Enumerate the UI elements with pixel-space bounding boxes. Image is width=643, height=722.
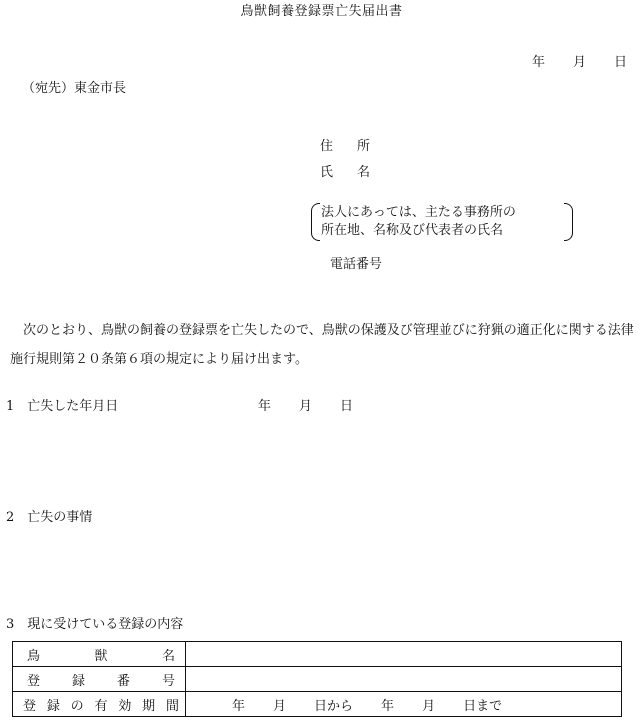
loss-date: 年 月 日 (258, 399, 354, 414)
species-value[interactable] (186, 642, 622, 667)
validity-period-label: 登 録 の 有 効 期 間 (13, 692, 186, 717)
corporate-note-line2: 所在地、名称及び代表者の氏名 (321, 223, 504, 238)
table-row (13, 642, 622, 667)
submission-date (532, 55, 627, 71)
day-label: 日 (613, 55, 627, 70)
left-bracket (311, 203, 320, 241)
registration-number-label: 登 録 番 号 (13, 667, 186, 692)
year-label: 年 (531, 55, 545, 70)
phone-label: 電話番号 (330, 257, 383, 272)
registration-table (12, 641, 622, 717)
body-text: 次のとおり、鳥獣の飼養の登録票を亡失したので、鳥獣の保護及び管理並びに狩猟の適正化に関する法律施行規則第２０条第６項の規定により届け出ます。 (10, 323, 634, 367)
table-row (13, 692, 622, 717)
section-3-label: 3 現に受けている登録の内容 (6, 617, 184, 632)
section-2-label: 2 亡失の事情 (6, 510, 93, 525)
section-1-label: 1 亡失した年月日 (6, 399, 119, 414)
species-label: 鳥 獣 名 (13, 642, 186, 667)
name-label: 氏 名 (320, 165, 371, 180)
month-label: 月 (572, 55, 586, 70)
registration-number-value[interactable] (186, 667, 622, 692)
form-title: 鳥獣飼養登録票亡失届出書 (240, 4, 403, 19)
right-bracket (564, 203, 573, 241)
corporate-note-line1: 法人にあっては、主たる事務所の (321, 205, 516, 220)
table-row (13, 667, 622, 692)
address-label: 住 所 (320, 139, 371, 154)
addressee: （宛先）東金市長 (22, 81, 127, 96)
validity-period-value[interactable]: 年 月 日から 年 月 日まで (186, 692, 622, 717)
